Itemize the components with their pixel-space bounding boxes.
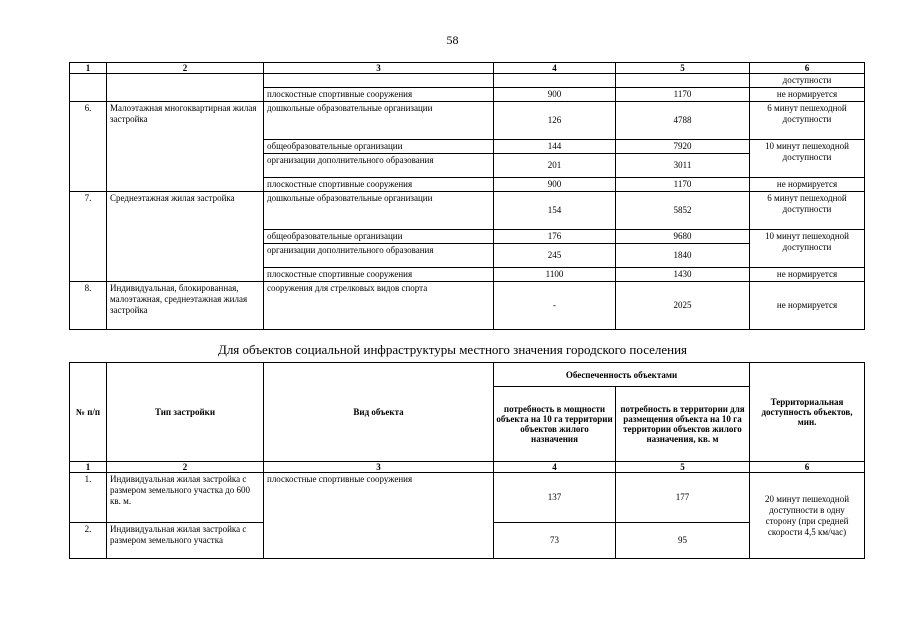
area-cell: 3011 — [616, 154, 750, 178]
col-number: 3 — [264, 462, 494, 473]
capacity-cell: 73 — [494, 523, 616, 559]
num-cell: 7. — [70, 192, 107, 282]
area-cell: 2025 — [616, 282, 750, 330]
area-cell — [616, 74, 750, 88]
object-cell: дошкольные образовательные организации — [264, 102, 494, 140]
access-cell: 6 минут пешеходной доступности — [750, 192, 865, 230]
access-cell: 10 минут пешеходной доступности — [750, 140, 865, 178]
object-cell: организации дополнительного образования — [264, 244, 494, 268]
table-row — [70, 473, 865, 523]
access-cell: доступности — [750, 74, 865, 88]
page-number: 58 — [446, 33, 459, 47]
access-cell: не нормируется — [750, 178, 865, 192]
area-cell: 177 — [616, 473, 750, 523]
object-cell: плоскостные спортивные сооружения — [264, 268, 494, 282]
header-row — [70, 363, 865, 387]
area-cell: 1840 — [616, 244, 750, 268]
object-cell: дошкольные образовательные организации — [264, 192, 494, 230]
capacity-cell: 900 — [494, 178, 616, 192]
access-cell: 20 минут пешеходной доступности в одну сторону (при средней скорости 4,5 км/час) — [750, 473, 865, 559]
object-cell: общеобразовательные организации — [264, 230, 494, 244]
header-capacity: потребность в мощности объекта на 10 га территории объектов жилого назначения — [494, 387, 616, 462]
header-area: потребность в территории для размещения объекта на 10 га территории объектов жилого назначения, кв. м — [616, 387, 750, 462]
access-cell: не нормируется — [750, 88, 865, 102]
section-heading: Для объектов социальной инфраструктуры местного значения городского поселения — [217, 342, 688, 357]
area-cell: 9680 — [616, 230, 750, 244]
header-type: Тип застройки — [107, 363, 264, 462]
col-number: 3 — [264, 63, 494, 74]
area-cell: 7920 — [616, 140, 750, 154]
col-number: 2 — [107, 63, 264, 74]
object-cell — [264, 74, 494, 88]
col-number: 4 — [494, 63, 616, 74]
table-row — [70, 192, 865, 230]
header-access: Территориальная доступность объектов, мин. — [750, 363, 865, 462]
table-normatives-top — [69, 62, 865, 330]
capacity-cell: 245 — [494, 244, 616, 268]
type-cell: Индивидуальная, блокированная, малоэтажная, среднеэтажная жилая застройка — [107, 282, 264, 330]
column-number-row — [70, 63, 865, 74]
type-cell — [107, 74, 264, 102]
area-cell: 4788 — [616, 102, 750, 140]
capacity-cell — [494, 74, 616, 88]
area-cell: 1170 — [616, 178, 750, 192]
col-number: 1 — [70, 462, 107, 473]
capacity-cell: 144 — [494, 140, 616, 154]
num-cell: 2. — [70, 523, 107, 559]
access-cell: 10 минут пешеходной доступности — [750, 230, 865, 268]
num-cell: 6. — [70, 102, 107, 192]
num-cell: 8. — [70, 282, 107, 330]
object-cell: общеобразовательные организации — [264, 140, 494, 154]
access-cell: не нормируется — [750, 282, 865, 330]
capacity-cell: 201 — [494, 154, 616, 178]
col-number: 2 — [107, 462, 264, 473]
col-number: 6 — [750, 462, 865, 473]
num-cell: 1. — [70, 473, 107, 523]
col-number: 6 — [750, 63, 865, 74]
col-number: 4 — [494, 462, 616, 473]
object-cell: организации дополнительного образования — [264, 154, 494, 178]
header-provision: Обеспеченность объектами — [494, 363, 750, 387]
num-cell — [70, 74, 107, 102]
capacity-cell: 176 — [494, 230, 616, 244]
access-cell: не нормируется — [750, 268, 865, 282]
type-cell: Индивидуальная жилая застройка с размером земельного участка до 600 кв. м. — [107, 473, 264, 523]
access-cell: 6 минут пешеходной доступности — [750, 102, 865, 140]
type-cell: Малоэтажная многоквартирная жилая застройка — [107, 102, 264, 192]
area-cell: 5852 — [616, 192, 750, 230]
object-cell: плоскостные спортивные сооружения — [264, 178, 494, 192]
col-number: 5 — [616, 462, 750, 473]
area-cell: 95 — [616, 523, 750, 559]
object-cell: сооружения для стрелковых видов спорта — [264, 282, 494, 330]
area-cell: 1430 — [616, 268, 750, 282]
object-cell: плоскостные спортивные сооружения — [264, 88, 494, 102]
col-number: 5 — [616, 63, 750, 74]
area-cell: 1170 — [616, 88, 750, 102]
capacity-cell: 1100 — [494, 268, 616, 282]
capacity-cell: 126 — [494, 102, 616, 140]
header-object: Вид объекта — [264, 363, 494, 462]
header-num: № п/п — [70, 363, 107, 462]
capacity-cell: 900 — [494, 88, 616, 102]
type-cell: Индивидуальная жилая застройка с размером земельного участка — [107, 523, 264, 559]
capacity-cell: - — [494, 282, 616, 330]
table-row — [70, 282, 865, 330]
capacity-cell: 137 — [494, 473, 616, 523]
column-number-row — [70, 462, 865, 473]
table-normatives-bottom — [69, 362, 865, 559]
capacity-cell: 154 — [494, 192, 616, 230]
table-row — [70, 74, 865, 88]
table-row — [70, 102, 865, 140]
col-number: 1 — [70, 63, 107, 74]
type-cell: Среднеэтажная жилая застройка — [107, 192, 264, 282]
object-cell: плоскостные спортивные сооружения — [264, 473, 494, 559]
